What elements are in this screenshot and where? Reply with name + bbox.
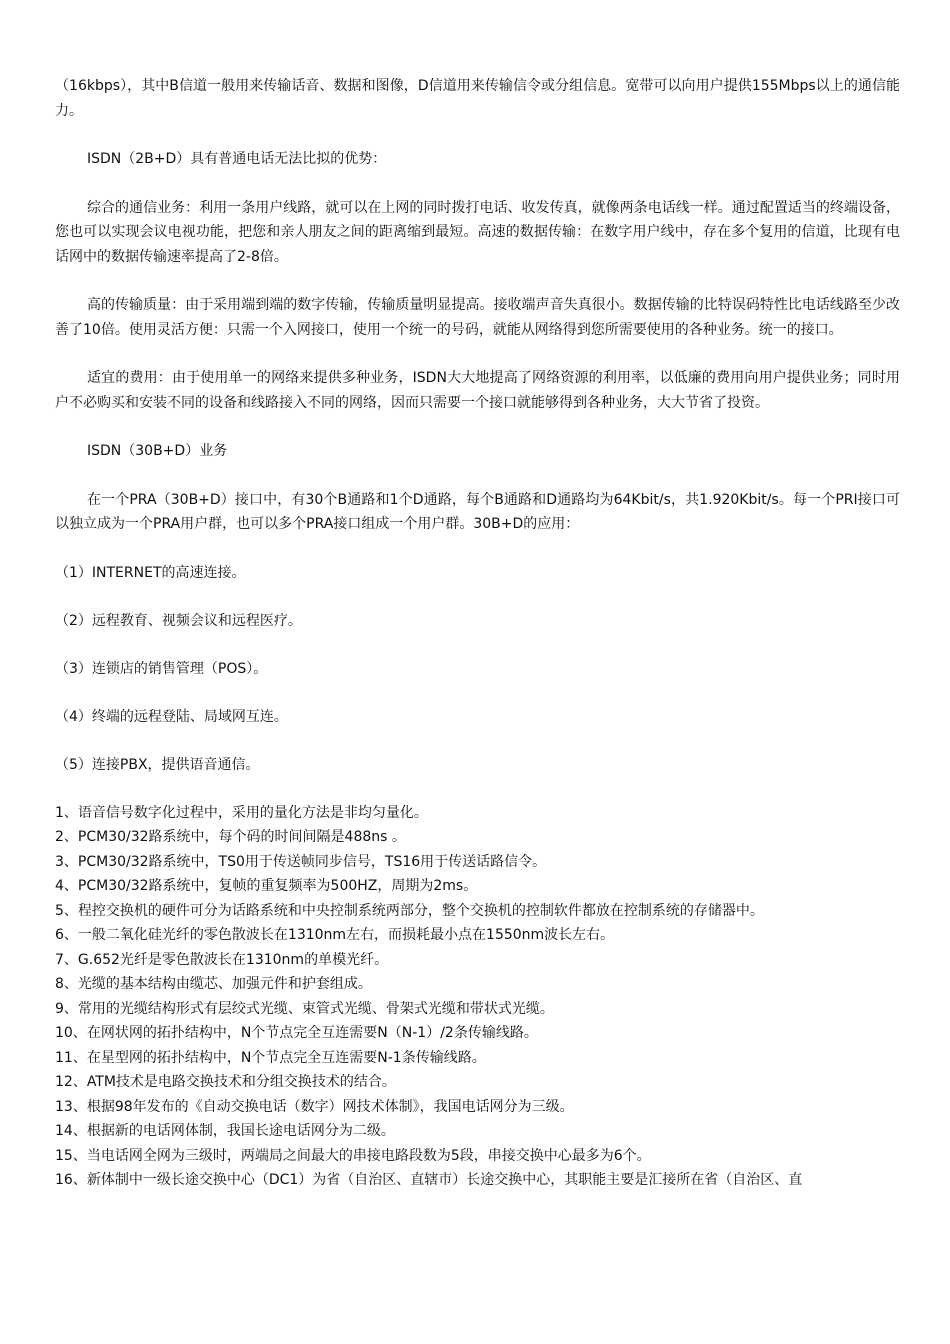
document-page	[55, 74, 900, 1193]
fact-item: 4、PCM30/32路系统中，复帧的重复频率为500HZ，周期为2ms。	[55, 878, 478, 894]
application-item: （3）连锁店的销售管理（POS）。	[55, 660, 268, 677]
fact-item: 3、PCM30/32路系统中，TS0用于传送帧同步信号，TS16用于传送话路信令。	[55, 853, 547, 870]
fact-item: 5、程控交换机的硬件可分为话路系统和中央控制系统两部分，整个交换机的控制软件都放在控制系统的存储器中。	[55, 902, 764, 919]
fact-item: 10、在网状网的拓扑结构中，N个节点完全互连需要N（N-1）/2条传输线路。	[55, 1025, 538, 1041]
fact-item: 7、G.652光纤是零色散波长在1310nm的单模光纤。	[55, 951, 389, 968]
fact-item: 8、光缆的基本结构由缆芯、加强元件和护套组成。	[55, 976, 372, 992]
fact-item: 16、新体制中一级长途交换中心（DC1）为省（自治区、直辖市）长途交换中心，其职能主要是汇接所在省（自治区、直	[55, 1172, 803, 1188]
fact-item: 1、语音信号数字化过程中，采用的量化方法是非均匀量化。	[55, 804, 428, 821]
fact-item: 12、ATM技术是电路交换技术和分组交换技术的结合。	[55, 1074, 396, 1090]
paragraph-isdn-2bd-heading: ISDN（2B+D）具有普通电话无法比拟的优势：	[87, 151, 387, 167]
fact-item: 2、PCM30/32路系统中，每个码的时间间隔是488ns 。	[55, 829, 406, 845]
fact-item: 6、一般二氧化硅光纤的零色散波长在1310nm左右，而损耗最小点在1550nm波长左右。	[55, 927, 615, 943]
paragraph-bandwidth-continuation: （16kbps），其中B信道一般用来传输话音、数据和图像，D信道用来传输信令或分组信息。宽带可以向用户提供155Mbps以上的通信能力。	[55, 78, 900, 119]
application-item: （2）远程教育、视频会议和远程医疗。	[55, 612, 302, 629]
paragraph-pra-interface: 在一个PRA（30B+D）接口中，有30个B通路和1个D通路，每个B通路和D通路均为64Kbit/s，共1.920Kbit/s。每一个PRI接口可以独立成为一个PRA用户群，也可以多个PRA接口组成一个用户群。30B+D的应用：	[55, 491, 900, 532]
paragraph-integrated-services: 综合的通信业务：利用一条用户线路，就可以在上网的同时拨打电话、收发传真，就像两条电话线一样。通过配置适当的终端设备，您也可以实现会议电视功能，把您和亲人朋友之间的距离缩到最短。高速的数据传输：在数字用户线中，存在多个复用的信道，比现有电话网中的数据传输速率提高了2-8倍。	[55, 199, 900, 265]
application-item: （1）INTERNET的高速连接。	[55, 564, 246, 581]
fact-list	[55, 801, 900, 1193]
application-item: （5）连接PBX，提供语音通信。	[55, 756, 260, 773]
fact-item: 9、常用的光缆结构形式有层绞式光缆、束管式光缆、骨架式光缆和带状式光缆。	[55, 1000, 554, 1017]
fact-item: 14、根据新的电话网体制，我国长途电话网分为二级。	[55, 1123, 395, 1139]
paragraph-transmission-quality: 高的传输质量：由于采用端到端的数字传输，传输质量明显提高。接收端声音失真很小。数据传输的比特误码特性比电话线路至少改善了10倍。使用灵活方便：只需一个入网接口，使用一个统一的号码，就能从网络得到您所需要使用的各种业务。统一的接口。	[55, 297, 900, 338]
fact-item: 13、根据98年发布的《自动交换电话（数字）网技术体制》，我国电话网分为三级。	[55, 1098, 574, 1115]
paragraph-isdn-30bd-heading: ISDN（30B+D）业务	[87, 443, 228, 459]
paragraph-cost: 适宜的费用：由于使用单一的网络来提供多种业务，ISDN大大地提高了网络资源的利用率，以低廉的费用向用户提供业务；同时用户不必购买和安装不同的设备和线路接入不同的网络，因而只需要一个接口就能够得到各种业务，大大节省了投资。	[55, 370, 900, 411]
application-item: （4）终端的远程登陆、局域网互连。	[55, 708, 288, 725]
fact-item: 15、当电话网全网为三级时，两端局之间最大的串接电路段数为5段，串接交换中心最多为6个。	[55, 1147, 651, 1164]
fact-item: 11、在星型网的拓扑结构中，N个节点完全互连需要N-1条传输线路。	[55, 1049, 486, 1066]
